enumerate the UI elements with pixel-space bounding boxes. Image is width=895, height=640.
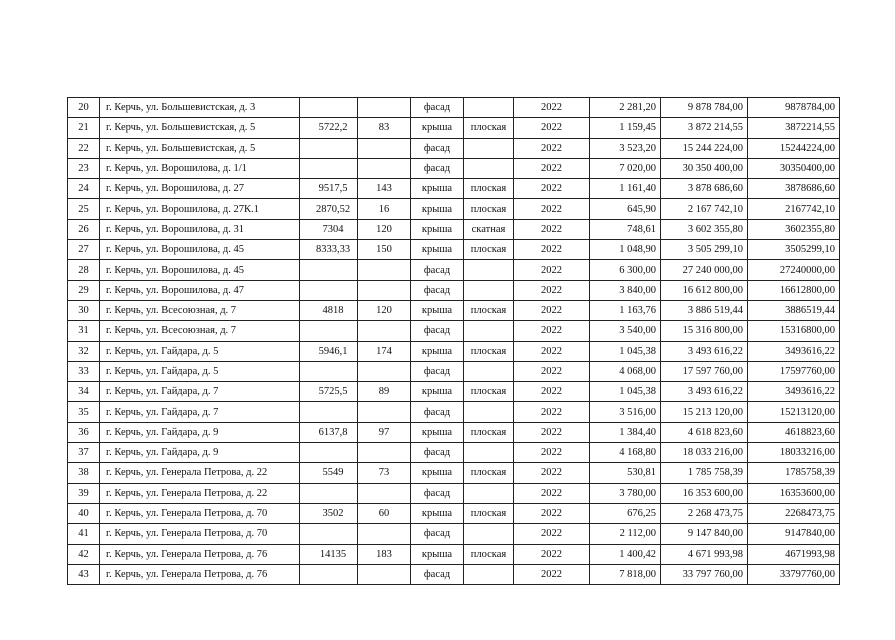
total-cost-plain-cell: 18033216,00 bbox=[748, 443, 840, 463]
row-number: 21 bbox=[68, 118, 100, 138]
total-cost-plain-cell: 3878686,60 bbox=[748, 179, 840, 199]
row-number: 23 bbox=[68, 158, 100, 178]
unit-cost-cell: 3 523,20 bbox=[590, 138, 661, 158]
unit-cost-cell: 3 840,00 bbox=[590, 280, 661, 300]
unit-cost-cell: 4 068,00 bbox=[590, 361, 661, 381]
year-cell: 2022 bbox=[514, 402, 590, 422]
address-cell: г. Керчь, ул. Большевистская, д. 5 bbox=[100, 118, 300, 138]
total-cost-cell: 27 240 000,00 bbox=[661, 260, 748, 280]
area-cell: 7304 bbox=[300, 219, 358, 239]
address-cell: г. Керчь, ул. Генерала Петрова, д. 76 bbox=[100, 544, 300, 564]
element-cell: крыша bbox=[411, 463, 464, 483]
total-cost-plain-cell: 4618823,60 bbox=[748, 422, 840, 442]
residents-count-cell bbox=[358, 158, 411, 178]
total-cost-plain-cell: 15244224,00 bbox=[748, 138, 840, 158]
total-cost-plain-cell: 9147840,00 bbox=[748, 524, 840, 544]
unit-cost-cell: 748,61 bbox=[590, 219, 661, 239]
unit-cost-cell: 1 384,40 bbox=[590, 422, 661, 442]
address-cell: г. Керчь, ул. Ворошилова, д. 27К.1 bbox=[100, 199, 300, 219]
element-cell: крыша bbox=[411, 544, 464, 564]
total-cost-cell: 2 268 473,75 bbox=[661, 503, 748, 523]
total-cost-cell: 15 316 800,00 bbox=[661, 321, 748, 341]
area-cell bbox=[300, 98, 358, 118]
unit-cost-cell: 7 818,00 bbox=[590, 564, 661, 584]
year-cell: 2022 bbox=[514, 138, 590, 158]
roof-type-cell: плоская bbox=[464, 199, 514, 219]
total-cost-cell: 9 147 840,00 bbox=[661, 524, 748, 544]
residents-count-cell bbox=[358, 564, 411, 584]
roof-type-cell: плоская bbox=[464, 422, 514, 442]
total-cost-plain-cell: 17597760,00 bbox=[748, 361, 840, 381]
document-page bbox=[67, 97, 839, 585]
total-cost-plain-cell: 16612800,00 bbox=[748, 280, 840, 300]
residents-count-cell: 97 bbox=[358, 422, 411, 442]
address-cell: г. Керчь, ул. Гайдара, д. 5 bbox=[100, 361, 300, 381]
row-number: 22 bbox=[68, 138, 100, 158]
residents-count-cell: 143 bbox=[358, 179, 411, 199]
area-cell bbox=[300, 158, 358, 178]
address-cell: г. Керчь, ул. Гайдара, д. 9 bbox=[100, 422, 300, 442]
address-cell: г. Керчь, ул. Всесоюзная, д. 7 bbox=[100, 321, 300, 341]
total-cost-cell: 33 797 760,00 bbox=[661, 564, 748, 584]
area-cell: 5946,1 bbox=[300, 341, 358, 361]
row-number: 26 bbox=[68, 219, 100, 239]
year-cell: 2022 bbox=[514, 158, 590, 178]
roof-type-cell bbox=[464, 443, 514, 463]
area-cell: 5725,5 bbox=[300, 382, 358, 402]
residents-count-cell bbox=[358, 138, 411, 158]
total-cost-cell: 3 493 616,22 bbox=[661, 382, 748, 402]
row-number: 25 bbox=[68, 199, 100, 219]
area-cell bbox=[300, 260, 358, 280]
residents-count-cell: 150 bbox=[358, 240, 411, 260]
residents-count-cell bbox=[358, 260, 411, 280]
total-cost-cell: 30 350 400,00 bbox=[661, 158, 748, 178]
address-cell: г. Керчь, ул. Генерала Петрова, д. 70 bbox=[100, 524, 300, 544]
address-cell: г. Керчь, ул. Всесоюзная, д. 7 bbox=[100, 300, 300, 320]
roof-type-cell bbox=[464, 98, 514, 118]
total-cost-plain-cell: 27240000,00 bbox=[748, 260, 840, 280]
year-cell: 2022 bbox=[514, 463, 590, 483]
year-cell: 2022 bbox=[514, 443, 590, 463]
row-number: 40 bbox=[68, 503, 100, 523]
residents-count-cell: 83 bbox=[358, 118, 411, 138]
table-row bbox=[68, 564, 840, 584]
unit-cost-cell: 1 159,45 bbox=[590, 118, 661, 138]
element-cell: фасад bbox=[411, 564, 464, 584]
area-cell bbox=[300, 361, 358, 381]
roof-type-cell bbox=[464, 524, 514, 544]
table-row bbox=[68, 260, 840, 280]
year-cell: 2022 bbox=[514, 321, 590, 341]
unit-cost-cell: 1 045,38 bbox=[590, 341, 661, 361]
residents-count-cell bbox=[358, 443, 411, 463]
row-number: 35 bbox=[68, 402, 100, 422]
year-cell: 2022 bbox=[514, 361, 590, 381]
area-cell bbox=[300, 443, 358, 463]
unit-cost-cell: 6 300,00 bbox=[590, 260, 661, 280]
unit-cost-cell: 3 780,00 bbox=[590, 483, 661, 503]
total-cost-plain-cell: 2167742,10 bbox=[748, 199, 840, 219]
residents-count-cell: 120 bbox=[358, 219, 411, 239]
unit-cost-cell: 676,25 bbox=[590, 503, 661, 523]
row-number: 28 bbox=[68, 260, 100, 280]
year-cell: 2022 bbox=[514, 422, 590, 442]
roof-type-cell: плоская bbox=[464, 240, 514, 260]
unit-cost-cell: 645,90 bbox=[590, 199, 661, 219]
row-number: 32 bbox=[68, 341, 100, 361]
area-cell: 8333,33 bbox=[300, 240, 358, 260]
roof-type-cell bbox=[464, 138, 514, 158]
roof-type-cell: скатная bbox=[464, 219, 514, 239]
table-row bbox=[68, 422, 840, 442]
row-number: 39 bbox=[68, 483, 100, 503]
table-row bbox=[68, 544, 840, 564]
year-cell: 2022 bbox=[514, 179, 590, 199]
total-cost-cell: 2 167 742,10 bbox=[661, 199, 748, 219]
table-row bbox=[68, 524, 840, 544]
roof-type-cell bbox=[464, 158, 514, 178]
element-cell: фасад bbox=[411, 483, 464, 503]
address-cell: г. Керчь, ул. Большевистская, д. 3 bbox=[100, 98, 300, 118]
total-cost-plain-cell: 3886519,44 bbox=[748, 300, 840, 320]
roof-type-cell: плоская bbox=[464, 300, 514, 320]
table-row bbox=[68, 503, 840, 523]
unit-cost-cell: 530,81 bbox=[590, 463, 661, 483]
table-row bbox=[68, 300, 840, 320]
element-cell: фасад bbox=[411, 361, 464, 381]
address-cell: г. Керчь, ул. Генерала Петрова, д. 22 bbox=[100, 463, 300, 483]
area-cell bbox=[300, 138, 358, 158]
unit-cost-cell: 1 045,38 bbox=[590, 382, 661, 402]
total-cost-plain-cell: 3493616,22 bbox=[748, 341, 840, 361]
element-cell: фасад bbox=[411, 321, 464, 341]
table-row bbox=[68, 443, 840, 463]
element-cell: крыша bbox=[411, 503, 464, 523]
residents-count-cell: 60 bbox=[358, 503, 411, 523]
area-cell bbox=[300, 321, 358, 341]
row-number: 27 bbox=[68, 240, 100, 260]
table-row bbox=[68, 118, 840, 138]
area-cell: 14135 bbox=[300, 544, 358, 564]
row-number: 24 bbox=[68, 179, 100, 199]
element-cell: крыша bbox=[411, 300, 464, 320]
area-cell: 3502 bbox=[300, 503, 358, 523]
total-cost-plain-cell: 9878784,00 bbox=[748, 98, 840, 118]
row-number: 36 bbox=[68, 422, 100, 442]
unit-cost-cell: 1 161,40 bbox=[590, 179, 661, 199]
residents-count-cell bbox=[358, 483, 411, 503]
area-cell bbox=[300, 402, 358, 422]
residents-count-cell bbox=[358, 402, 411, 422]
total-cost-plain-cell: 16353600,00 bbox=[748, 483, 840, 503]
year-cell: 2022 bbox=[514, 240, 590, 260]
element-cell: крыша bbox=[411, 341, 464, 361]
address-cell: г. Керчь, ул. Большевистская, д. 5 bbox=[100, 138, 300, 158]
total-cost-plain-cell: 3505299,10 bbox=[748, 240, 840, 260]
element-cell: крыша bbox=[411, 199, 464, 219]
area-cell: 4818 bbox=[300, 300, 358, 320]
residents-count-cell bbox=[358, 321, 411, 341]
area-cell: 5722,2 bbox=[300, 118, 358, 138]
total-cost-cell: 4 671 993,98 bbox=[661, 544, 748, 564]
element-cell: крыша bbox=[411, 219, 464, 239]
total-cost-cell: 1 785 758,39 bbox=[661, 463, 748, 483]
roof-type-cell bbox=[464, 260, 514, 280]
roof-type-cell: плоская bbox=[464, 503, 514, 523]
residents-count-cell: 120 bbox=[358, 300, 411, 320]
total-cost-plain-cell: 3493616,22 bbox=[748, 382, 840, 402]
address-cell: г. Керчь, ул. Ворошилова, д. 47 bbox=[100, 280, 300, 300]
year-cell: 2022 bbox=[514, 524, 590, 544]
unit-cost-cell: 1 163,76 bbox=[590, 300, 661, 320]
residents-count-cell bbox=[358, 98, 411, 118]
row-number: 34 bbox=[68, 382, 100, 402]
row-number: 29 bbox=[68, 280, 100, 300]
address-cell: г. Керчь, ул. Гайдара, д. 7 bbox=[100, 402, 300, 422]
unit-cost-cell: 3 516,00 bbox=[590, 402, 661, 422]
residents-count-cell bbox=[358, 361, 411, 381]
residents-count-cell bbox=[358, 524, 411, 544]
element-cell: фасад bbox=[411, 158, 464, 178]
element-cell: крыша bbox=[411, 118, 464, 138]
table-row bbox=[68, 402, 840, 422]
row-number: 31 bbox=[68, 321, 100, 341]
area-cell bbox=[300, 280, 358, 300]
year-cell: 2022 bbox=[514, 300, 590, 320]
unit-cost-cell: 2 112,00 bbox=[590, 524, 661, 544]
area-cell bbox=[300, 483, 358, 503]
year-cell: 2022 bbox=[514, 118, 590, 138]
roof-type-cell: плоская bbox=[464, 544, 514, 564]
unit-cost-cell: 1 048,90 bbox=[590, 240, 661, 260]
element-cell: крыша bbox=[411, 240, 464, 260]
unit-cost-cell: 4 168,80 bbox=[590, 443, 661, 463]
address-cell: г. Керчь, ул. Генерала Петрова, д. 76 bbox=[100, 564, 300, 584]
address-cell: г. Керчь, ул. Ворошилова, д. 1/1 bbox=[100, 158, 300, 178]
year-cell: 2022 bbox=[514, 382, 590, 402]
table-row bbox=[68, 483, 840, 503]
table-row bbox=[68, 219, 840, 239]
total-cost-cell: 15 213 120,00 bbox=[661, 402, 748, 422]
table-row bbox=[68, 179, 840, 199]
address-cell: г. Керчь, ул. Генерала Петрова, д. 22 bbox=[100, 483, 300, 503]
element-cell: фасад bbox=[411, 402, 464, 422]
element-cell: фасад bbox=[411, 98, 464, 118]
element-cell: фасад bbox=[411, 524, 464, 544]
address-cell: г. Керчь, ул. Гайдара, д. 9 bbox=[100, 443, 300, 463]
area-cell bbox=[300, 564, 358, 584]
total-cost-cell: 3 493 616,22 bbox=[661, 341, 748, 361]
residents-count-cell: 73 bbox=[358, 463, 411, 483]
element-cell: фасад bbox=[411, 443, 464, 463]
table-row bbox=[68, 98, 840, 118]
total-cost-cell: 3 886 519,44 bbox=[661, 300, 748, 320]
total-cost-cell: 3 602 355,80 bbox=[661, 219, 748, 239]
roof-type-cell: плоская bbox=[464, 382, 514, 402]
roof-type-cell bbox=[464, 483, 514, 503]
element-cell: фасад bbox=[411, 280, 464, 300]
table-row bbox=[68, 158, 840, 178]
year-cell: 2022 bbox=[514, 199, 590, 219]
table-row bbox=[68, 138, 840, 158]
total-cost-cell: 15 244 224,00 bbox=[661, 138, 748, 158]
total-cost-plain-cell: 3872214,55 bbox=[748, 118, 840, 138]
total-cost-cell: 4 618 823,60 bbox=[661, 422, 748, 442]
table-row bbox=[68, 321, 840, 341]
address-cell: г. Керчь, ул. Ворошилова, д. 31 bbox=[100, 219, 300, 239]
element-cell: крыша bbox=[411, 179, 464, 199]
table-row bbox=[68, 463, 840, 483]
roof-type-cell bbox=[464, 321, 514, 341]
year-cell: 2022 bbox=[514, 483, 590, 503]
residents-count-cell bbox=[358, 280, 411, 300]
area-cell: 2870,52 bbox=[300, 199, 358, 219]
total-cost-plain-cell: 30350400,00 bbox=[748, 158, 840, 178]
roof-type-cell: плоская bbox=[464, 463, 514, 483]
address-cell: г. Керчь, ул. Гайдара, д. 5 bbox=[100, 341, 300, 361]
residents-count-cell: 174 bbox=[358, 341, 411, 361]
total-cost-plain-cell: 33797760,00 bbox=[748, 564, 840, 584]
unit-cost-cell: 1 400,42 bbox=[590, 544, 661, 564]
repair-cost-table bbox=[67, 97, 840, 585]
address-cell: г. Керчь, ул. Гайдара, д. 7 bbox=[100, 382, 300, 402]
residents-count-cell: 89 bbox=[358, 382, 411, 402]
element-cell: фасад bbox=[411, 260, 464, 280]
total-cost-cell: 3 878 686,60 bbox=[661, 179, 748, 199]
year-cell: 2022 bbox=[514, 341, 590, 361]
table-row bbox=[68, 382, 840, 402]
element-cell: фасад bbox=[411, 138, 464, 158]
row-number: 33 bbox=[68, 361, 100, 381]
year-cell: 2022 bbox=[514, 503, 590, 523]
total-cost-cell: 3 505 299,10 bbox=[661, 240, 748, 260]
address-cell: г. Керчь, ул. Ворошилова, д. 45 bbox=[100, 260, 300, 280]
table-row bbox=[68, 361, 840, 381]
total-cost-cell: 9 878 784,00 bbox=[661, 98, 748, 118]
roof-type-cell bbox=[464, 361, 514, 381]
element-cell: крыша bbox=[411, 422, 464, 442]
row-number: 20 bbox=[68, 98, 100, 118]
total-cost-cell: 3 872 214,55 bbox=[661, 118, 748, 138]
year-cell: 2022 bbox=[514, 544, 590, 564]
total-cost-plain-cell: 15213120,00 bbox=[748, 402, 840, 422]
roof-type-cell: плоская bbox=[464, 118, 514, 138]
roof-type-cell: плоская bbox=[464, 179, 514, 199]
table-row bbox=[68, 341, 840, 361]
roof-type-cell bbox=[464, 402, 514, 422]
table-row bbox=[68, 240, 840, 260]
total-cost-plain-cell: 3602355,80 bbox=[748, 219, 840, 239]
total-cost-cell: 16 612 800,00 bbox=[661, 280, 748, 300]
total-cost-cell: 16 353 600,00 bbox=[661, 483, 748, 503]
area-cell: 5549 bbox=[300, 463, 358, 483]
row-number: 30 bbox=[68, 300, 100, 320]
table-row bbox=[68, 199, 840, 219]
row-number: 42 bbox=[68, 544, 100, 564]
area-cell: 9517,5 bbox=[300, 179, 358, 199]
total-cost-plain-cell: 2268473,75 bbox=[748, 503, 840, 523]
residents-count-cell: 183 bbox=[358, 544, 411, 564]
residents-count-cell: 16 bbox=[358, 199, 411, 219]
area-cell: 6137,8 bbox=[300, 422, 358, 442]
total-cost-plain-cell: 1785758,39 bbox=[748, 463, 840, 483]
roof-type-cell bbox=[464, 564, 514, 584]
table-body bbox=[68, 98, 840, 585]
row-number: 43 bbox=[68, 564, 100, 584]
total-cost-plain-cell: 4671993,98 bbox=[748, 544, 840, 564]
roof-type-cell bbox=[464, 280, 514, 300]
total-cost-cell: 18 033 216,00 bbox=[661, 443, 748, 463]
total-cost-plain-cell: 15316800,00 bbox=[748, 321, 840, 341]
row-number: 41 bbox=[68, 524, 100, 544]
unit-cost-cell: 3 540,00 bbox=[590, 321, 661, 341]
table-row bbox=[68, 280, 840, 300]
unit-cost-cell: 2 281,20 bbox=[590, 98, 661, 118]
address-cell: г. Керчь, ул. Ворошилова, д. 45 bbox=[100, 240, 300, 260]
area-cell bbox=[300, 524, 358, 544]
row-number: 38 bbox=[68, 463, 100, 483]
year-cell: 2022 bbox=[514, 260, 590, 280]
total-cost-cell: 17 597 760,00 bbox=[661, 361, 748, 381]
year-cell: 2022 bbox=[514, 98, 590, 118]
year-cell: 2022 bbox=[514, 564, 590, 584]
address-cell: г. Керчь, ул. Ворошилова, д. 27 bbox=[100, 179, 300, 199]
element-cell: крыша bbox=[411, 382, 464, 402]
year-cell: 2022 bbox=[514, 219, 590, 239]
roof-type-cell: плоская bbox=[464, 341, 514, 361]
unit-cost-cell: 7 020,00 bbox=[590, 158, 661, 178]
address-cell: г. Керчь, ул. Генерала Петрова, д. 70 bbox=[100, 503, 300, 523]
year-cell: 2022 bbox=[514, 280, 590, 300]
row-number: 37 bbox=[68, 443, 100, 463]
